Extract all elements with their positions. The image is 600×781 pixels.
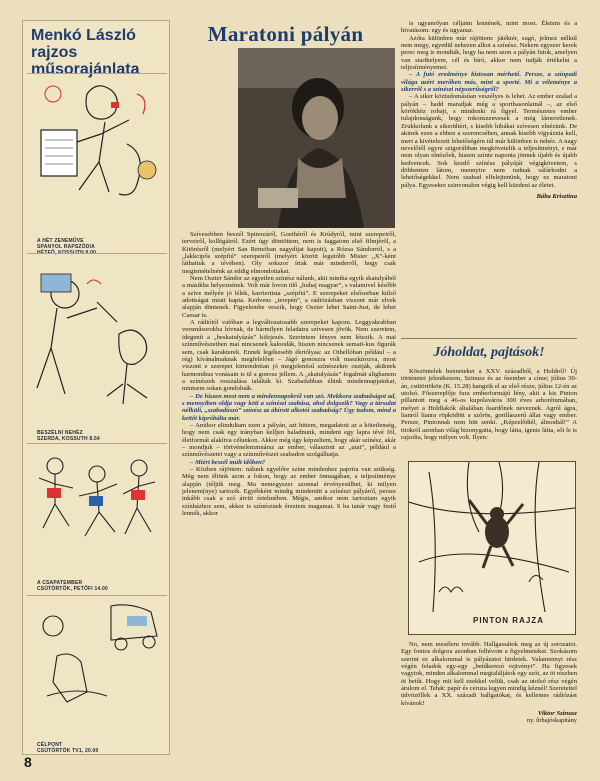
panel-3-caption [37, 580, 108, 592]
paragraph: Köszöntelek benneteket a XXV. századból, a Holdról! Új történetet jelentkezem, Szinusz és az ősember a címe; július 30-án, csütörtökön (K. 15.28) hangzik el az első része, július 12-én az utolsó. Főszereplője fura emberformájú lény, akit a kis Pinton pillantott meg a 46-os kupolaváros 300 éves arborétumában, melyet a Holdlakók általában ősardőnek neveznek. Agról ágra, lianról lianra röpködött a szőrös, gorillaszerű állat vagy ember. Persze, Pintonnak nem hitt senki. „Képzelődtél, álmodtál!” A titokról azonban világ bizonygatta, hogy látta, igenis látta, sőt le is rajzolta, hogy milyen volt. Ilyen: [401, 368, 577, 442]
article2-intro [401, 368, 577, 441]
caption-line: CSÜTÖRTÖK, PETŐFI 14.00 [37, 586, 109, 592]
paragraph: is ugyanolyan céljaim lennének, mint most. Életem és a hivatásom: egy és ugyanaz. [401, 20, 577, 35]
article2-title: Jóholdat, pajtások! [433, 345, 545, 360]
question: – De hiszen most nem a mindennapokról van szó. Mekkora szabadságot ad, s mennyiben oldja vagy köti a színészi szabása, ahol dolgozik? Vagy a társulat nélküli, „szabadúszó” színész az ábírott alkotói szabadság? Úgy tudom, mind a kettőt kipróbálta már. [182, 392, 396, 422]
portrait-photo [238, 48, 395, 228]
divider [401, 338, 577, 339]
pinton-drawing [408, 461, 576, 635]
article1-body [182, 231, 396, 517]
paragraph: Nem Oszter Sándor az egyetlen színész nálunk, akit mintha egyik skatulyából a másikba helyeznének. Volt már lovon ülő „huhaj magyar”, s valamivel később a szíve mélyén jó lélek, karriertista „szépfiú”. E szerepeket elsősorban külső adottságai miatt kaptа. Kedvenc „terepén”, a rádiózásban viszont már elvek alapján döntenek. Figyelembe veszik, hogy Oszter lehet Saint-Just, de lehet Caesar is. [182, 275, 396, 319]
caption-line: CSÜTÖRTÖK TV1, 20.00 [37, 748, 99, 754]
article1-signature: Bába Krisztina [536, 192, 577, 200]
panel-4-caption [37, 742, 99, 754]
program-recommendation-column [22, 20, 170, 755]
team-runners-cartoon [27, 444, 167, 574]
caption-line: SZERDA, KOSSUTH 8.54 [37, 436, 100, 442]
paragraph: Azóta különben már rájöttem: játéktér, sugó, jelmez nélkül nem megy, egyedül nehezen alkot a színész. Nekem egyszer kerek perec meg is mondták, hogy ha nem azon a pályán futok, amelyen van starthelyem, cél és bíró, akkor nem tudják értékelni a teljesítményemet. [401, 34, 577, 72]
actor-portrait-photo [238, 48, 395, 228]
caption-line: A HÉT ZENEMŰVE [37, 238, 84, 244]
caption-line: HÉTFŐ, KOSSUTH 9.00 [37, 250, 97, 256]
cartoon-panel-4 [27, 595, 167, 755]
column-header: Menkó László rajzos műsorajánlata [31, 27, 140, 78]
question: – Miért beszél múlt időben? [190, 458, 266, 466]
paragraph: – A siker köztudomásúan veszélyes is lehet. Az ember szalad a pályán – hadd maradjak még a sportbasonlatnál –, az első körökhöz rohajt, s mindenki rá figyel. Természetes ember tulajdonságunk, hogy rokonszenvesek a még lámeretlenek. Zrukkolunk a sikerültért, s kisebb hibákat szívesen elnézünk. De akinek ezen a ebben a szerencsében, annak kisebb vigyáznia kell, mert a kivételezett lehetőségérn túl már különben is nehéz. A nagy nevelőtől egyre szigorúbban megkövetelik a teljesítményt, s már nem olyan elnézőek, hiszen színte naponta jönnek újabb és újabb kedvencek. Sok kezdő színész pályáját végigkövetem, s döbbenten látom, mennyire nem tudnak sáfárkodni a lehetőségekkel. Nem szabad elfelejtenünk, hogy ez maratoni pálya. Egyesekre szinvonalon végig kell küzdeni az életet. [401, 93, 577, 189]
article2-body [401, 641, 577, 725]
page-number: 8 [24, 754, 32, 770]
musician-cartoon [27, 74, 167, 224]
article-title: Maratoni pályán [207, 22, 364, 46]
article2-signature: Viktor Szinusz [537, 710, 577, 718]
question: – A futó eredménye biztosan mérhető. Persze, a színpadi világa azért merőben más, mint a sporté. Mi a véleménye a sikerről s a színészi népszerűségről? [401, 71, 577, 94]
paragraph: – Közben rájöttem: nálunk egyelőre színe mindenhez paprira van szükség. Még nem éltünk azon a fokon, hogy az ember önmagában, a teljesítménye alapján (téljük meg. Ma nemegyszer azonnal érvényesülhet, ki milyen jelenem(nye) tartozik. Egyébként mindig mindenütt a színészi pályáról, persze inkább csak a szó átvitt értelmében. Mégis, amikor nem tartoztam egyik színházhoz sem, akkor is színésznek éreztem magamat. S ha tanár vagy festő lennék, akkor [182, 466, 396, 518]
caption-line: CÉLPONT [37, 742, 63, 748]
article2-signature-sub: ny. űrhajóskapitány [527, 717, 577, 725]
paragraph: No, nem mesélem tovább. Hallgassátok meg az új sorozatot. Egy fontos dolgora azonban felhívom a figyelmeteket. Szokásom szerint ez alkalommal is pályázatot hirdetek. Valamennyi rész végén feladok egy-egy „betűkeresó rejtvényt”. Ha figyesek vagytok, minden alkalommal megtaláljátok egy szót, az öt részben öt betűt. Hogy mit kell ezekkel velük, csak az utolsó rész végén árulom el. Tehát: papír és ceruza legyen mindig kéznél! Szeretettel üdvözöllek a XX. századi hallgatókat, és kellemes rádiózást kívánok! [401, 641, 577, 707]
cartoon-panel-1 [27, 73, 167, 256]
article1-continuation [401, 20, 577, 200]
cartoon-panel-2 [27, 253, 167, 441]
caption-line: BESZÉLNI NEHÉZ [37, 430, 83, 436]
panel-2-caption [37, 430, 100, 442]
paragraph: A rádiótól valóban a legváltozatosabb szerepeket kapom. Leggyakrabban versműsorokba hívnak, de bármilyen feladatra szívesen jövök. Nem szeretem, idegenít a „beskatulyázás” kifejezés. Szerintem fényes nem létezik. A mai színművészetben mai nincsenek kaloodák, hiszen nincsenek semati-kus figurák sem, csak karakterek. Ennek legékesebb ékrtólyaa: az Othellóban például – a rég) kívánalmaknak megfelelően – Jágó gonoszra volt maszkírozva, most viszont e szerepet kimondottan jó megjelenésű színészekre osztják, akiknek harmonikus vonásain is ül a gonosz jellem. A „skatulyázás” fogalmát alighanem a színészek rosszalása találták ki. Szabadabban élünk mindennapjainkat, mintsem sokan gondolnák. [182, 319, 396, 393]
paragraph: Szívesebben beszél Spinozáról, Goethéről és Krúdyról, mint szerepeiről, terveiről, kollégáiról. Ezért úgy döntöttem, nem is faggatom első filmjéről, a Kitörésről (melyért San Remóban nagydíjat kapott), a Rózsa Sándorról, s a „lakkcipős szépfiú” szerepeiről (melyért között legutóbb Mister „X”-ként láthattuk a tévében). Oly sokszor írtak már minderről, hogy csak megismételnénk az eddig elmondottakat. [182, 231, 396, 275]
creature-drawing [409, 462, 575, 612]
paragraph: – Amikor elindultam ezen a pályán, azt hittem, megadatott az a kötetlenség, hogy nem csak egy irányban kelljen haladnunk, mindent egy lapra tévé föl, életformát alakítva célunkon. Akkor még úgy képzeltem, hogy akár színész, akár – mondjuk – törtvénelemmnársz az ember, választott az „utat”, például a színművészetet vagy a színművészet szabadon szolgálhatja. [182, 421, 396, 459]
caption-line: SPANYOL RAPSZÓDIA [37, 244, 95, 250]
drawing-caption: PINTON RAJZA [473, 616, 544, 625]
cartoon-panel-3 [27, 443, 167, 593]
photo-side-gap [178, 48, 234, 228]
car-target-cartoon [27, 596, 167, 722]
caption-line: A CSAPATEMBER [37, 580, 83, 586]
shouting-figures-cartoon [27, 254, 167, 424]
